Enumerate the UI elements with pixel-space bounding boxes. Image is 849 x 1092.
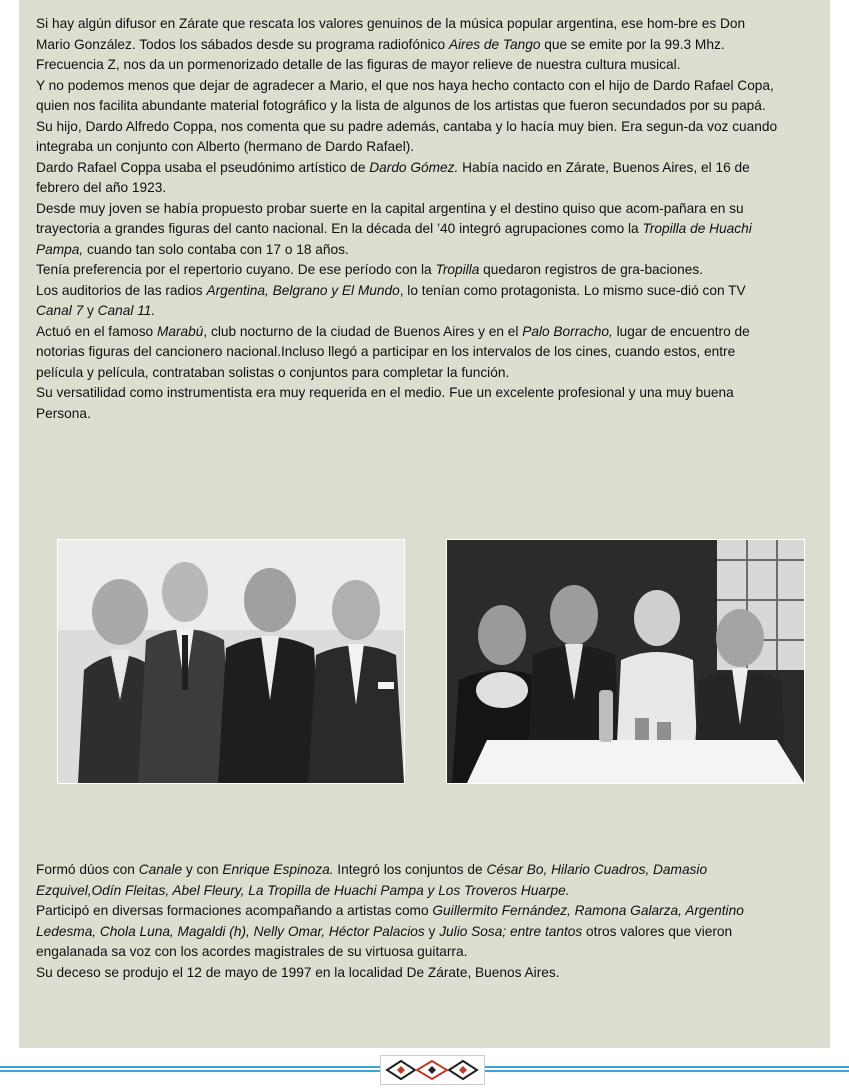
paragraph-8: Actuó en el famoso Marabú, club nocturno de la ciudad de Buenos Aires y en el Palo Borracho, lugar de encuentro de notorias figuras del cancionero nacional.Incluso llegó a participar en los intervalos de los cines, cuando estos, entre película y película, contrataban solistas o conjuntos para completar la función.	[36, 323, 750, 380]
paragraph-3: Su hijo, Dardo Alfredo Coppa, nos comenta que su padre además, cantaba y lo hacía muy bien. Era segun-da voz cuando integraba un conjunto con Alberto (hermano de Dardo Rafael).	[36, 118, 778, 154]
paragraph-10: Formó dúos con Canale y con Enrique Espinoza. Integró los conjuntos de César Bo, Hilario Cuadros, Damasio Ezquivel,Odín Fleitas, Abel Fleury, La Tropilla de Huachi Pampa y Los Troveros Huarpe.	[36, 862, 708, 898]
photo-group-illustration	[447, 540, 804, 783]
photo-four-men-illustration	[58, 540, 404, 783]
photo-four-men	[57, 539, 405, 784]
paragraph-12: Su deceso se produjo el 12 de mayo de 1997 en la localidad De Zárate, Buenos Aires.	[36, 964, 560, 980]
paragraph-7: Los auditorios de las radios Argentina, Belgrano y El Mundo, lo tenían como protagonista. Lo mismo suce-dió con TV Canal 7 y Canal 11.	[36, 282, 746, 318]
paragraph-6: Tenía preferencia por el repertorio cuyano. De ese período con la Tropilla quedaron registros de gra-baciones.	[36, 262, 704, 277]
body-text-top	[36, 14, 781, 424]
paragraph-11: Participó en diversas formaciones acompañando a artistas como Guillermito Fernández, Ramona Galarza, Argentino Ledesma, Chola Luna, Magaldi (h), Nelly Omar, Héctor Palacios y Julio Sosa; entre tantos otros valores que vieron engalanada sa voz con los acordes magistrales de su virtuosa guitarra.	[36, 903, 744, 959]
paragraph-1: Si hay algún difusor en Zárate que rescata los valores genuinos de la música popular argentina, ese hom-bre es Don Mario González. Todos los sábados desde su programa radiofónico Aires de Tango que se emite por la 99.3 Mhz. Frecuencia Z, nos da un pormenorizado detalle de las figuras de mayor relieve de nuestra cultura musical.	[36, 16, 746, 72]
woven-pattern-emblem	[380, 1055, 485, 1085]
photo-group-at-table	[446, 539, 805, 784]
paragraph-9: Su versatilidad como instrumentista era muy requerida en el medio. Fue un excelente profesional y una muy buena Persona.	[36, 385, 734, 421]
paragraph-2: Y no podemos menos que dejar de agradecer a Mario, el que nos haya hecho contacto con el hijo de Dardo Rafael Copa, quien nos facilita abundante material fotográfico y la lista de algunos de los artistas que fueron secundados por su papá.	[36, 77, 774, 113]
paragraph-5: Desde muy joven se había propuesto probar suerte en la capital argentina y el destino quiso que acom-pañara en su trayectoria a grandes figuras del canto nacional. En la década del ’40 integró agrupaciones como la Tropilla de Huachi Pampa, cuando tan solo contaba con 17 o 18 años.	[36, 200, 752, 257]
paragraph-4: Dardo Rafael Coppa usaba el pseudónimo artístico de Dardo Gómez. Había nacido en Zárate, Buenos Aires, el 16 de febrero del año 1923.	[36, 159, 750, 195]
body-text-bottom	[36, 860, 781, 983]
woven-pattern-icon	[381, 1056, 484, 1084]
